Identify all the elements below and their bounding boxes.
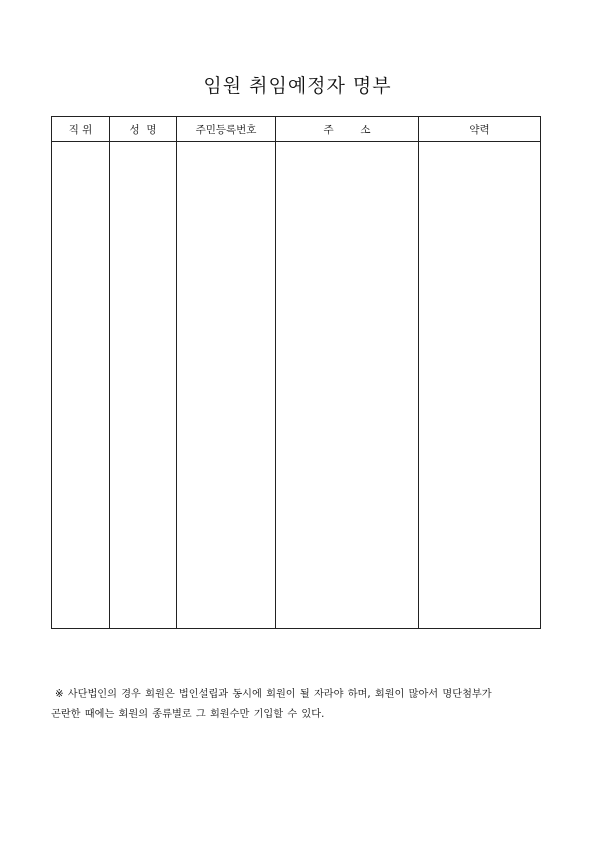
footnote-line-2: 곤란한 때에는 회원의 종류별로 그 회원수만 기입할 수 있다.	[51, 709, 325, 720]
position-cell[interactable]	[52, 142, 110, 629]
name-cell[interactable]	[110, 142, 177, 629]
header-position: 직 위	[52, 117, 110, 142]
table-row	[52, 142, 541, 629]
footnote	[51, 685, 547, 725]
header-resident-number: 주민등록번호	[177, 117, 276, 142]
officer-roster-table	[51, 116, 541, 629]
header-career: 약력	[419, 117, 541, 142]
footnote-line-1: ※ 사단법인의 경우 회원은 법인설립과 동시에 회원이 될 자라야 하며, 회원이 많아서 명단첨부가	[55, 689, 492, 700]
career-cell[interactable]	[419, 142, 541, 629]
table-header-row	[52, 117, 541, 142]
page-title: 임원 취임예정자 명부	[203, 75, 392, 97]
header-name: 성 명	[110, 117, 177, 142]
resident-number-cell[interactable]	[177, 142, 276, 629]
header-address: 주 소	[276, 117, 419, 142]
address-cell[interactable]	[276, 142, 419, 629]
